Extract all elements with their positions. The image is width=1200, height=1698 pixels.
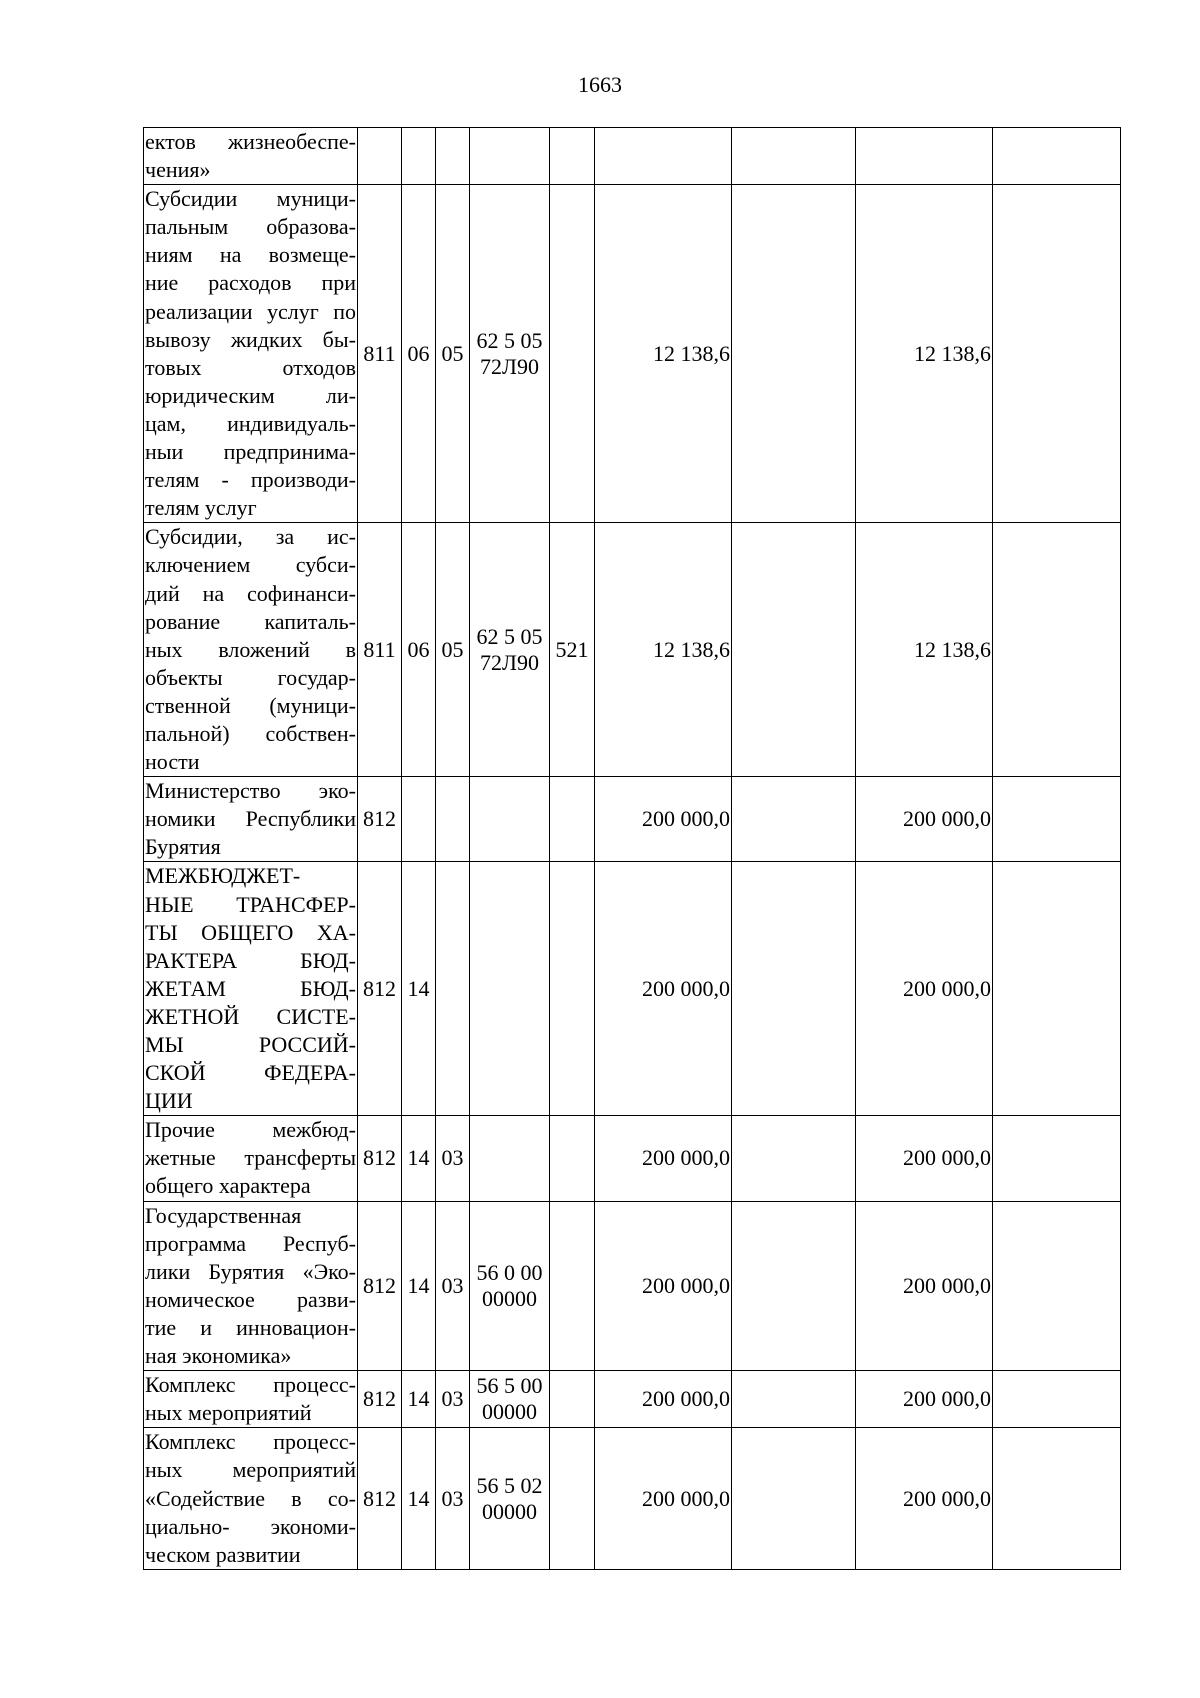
amount-2	[732, 777, 856, 862]
table-row	[144, 523, 1121, 777]
row-name	[144, 128, 358, 185]
expense-type-code	[550, 862, 595, 1116]
amount-3: 200 000,0	[856, 1116, 993, 1201]
row-name-line: Субсидии, за ис-	[145, 524, 356, 550]
target-article-code-part: 72Л90	[480, 353, 539, 379]
row-name-line: товых отходов	[145, 354, 356, 380]
target-article-code	[470, 1116, 550, 1201]
amount-2	[732, 1201, 856, 1371]
row-name-line: реализации услуг по	[145, 298, 356, 324]
target-article-code	[470, 777, 550, 862]
row-name-line: тие и инновацион-	[145, 1314, 356, 1340]
amount-3: 200 000,0	[856, 1201, 993, 1371]
row-name-line: программа Респуб-	[145, 1230, 356, 1256]
row-name-line: НЫЕ ТРАНСФЕР-	[145, 891, 356, 917]
amount-4	[993, 1201, 1121, 1371]
amount-1: 200 000,0	[595, 1201, 732, 1371]
target-article-code	[470, 185, 550, 523]
target-article-code	[470, 523, 550, 777]
section-code	[402, 128, 436, 185]
target-article-code-part: 62 5 05	[476, 623, 543, 649]
row-name-line: ных вложений в	[145, 636, 356, 662]
amount-1: 200 000,0	[595, 1428, 732, 1569]
row-name	[144, 1201, 358, 1371]
amount-1: 200 000,0	[595, 1116, 732, 1201]
row-name-line: ЖЕТНОЙ СИСТЕ-	[145, 1003, 356, 1029]
row-name-line: Комплекс процесс-	[145, 1429, 356, 1455]
budget-table-body	[144, 128, 1121, 1570]
row-name-line: дий на софинанси-	[145, 580, 356, 606]
target-article-code-part: 56 0 00	[476, 1259, 543, 1285]
subsection-code: 03	[436, 1371, 470, 1428]
target-article-code	[470, 1371, 550, 1428]
row-name-line: ных мероприятий	[145, 1457, 356, 1483]
row-name-line: общего характера	[145, 1173, 311, 1199]
expense-type-code: 521	[550, 523, 595, 777]
expense-type-code	[550, 128, 595, 185]
row-name	[144, 523, 358, 777]
row-name-line: ЖЕТАМ БЮД-	[145, 975, 356, 1001]
expense-type-code	[550, 1428, 595, 1569]
expense-type-code	[550, 1371, 595, 1428]
amount-3: 12 138,6	[856, 523, 993, 777]
row-name-line: Комплекс процесс-	[145, 1372, 356, 1398]
subsection-code	[436, 862, 470, 1116]
amount-4	[993, 128, 1121, 185]
target-article-code	[470, 128, 550, 185]
ved-code: 812	[358, 862, 402, 1116]
ved-code	[358, 128, 402, 185]
row-name-line: телям услуг	[145, 495, 257, 521]
expense-type-code	[550, 1201, 595, 1371]
section-code: 14	[402, 862, 436, 1116]
row-name-line: МЕЖБЮДЖЕТ-	[145, 863, 301, 889]
amount-1: 12 138,6	[595, 185, 732, 523]
amount-3	[856, 128, 993, 185]
subsection-code: 03	[436, 1116, 470, 1201]
row-name	[144, 1116, 358, 1201]
table-row	[144, 1116, 1121, 1201]
subsection-code: 03	[436, 1428, 470, 1569]
row-name-line: «Содействие в со-	[145, 1485, 356, 1511]
row-name-line: ная экономика»	[145, 1343, 292, 1369]
row-name-line: ключением субси-	[145, 552, 356, 578]
section-code: 14	[402, 1116, 436, 1201]
row-name-line: Государственная	[145, 1202, 302, 1228]
section-code: 14	[402, 1371, 436, 1428]
amount-2	[732, 862, 856, 1116]
row-name-line: ЦИИ	[145, 1088, 193, 1114]
row-name-line: пальной) собствен-	[145, 720, 356, 746]
expense-type-code	[550, 777, 595, 862]
amount-1: 200 000,0	[595, 777, 732, 862]
target-article-code-part: 00000	[482, 1399, 537, 1425]
target-article-code	[470, 1428, 550, 1569]
table-row	[144, 1371, 1121, 1428]
section-code: 06	[402, 185, 436, 523]
amount-4	[993, 862, 1121, 1116]
amount-2	[732, 1428, 856, 1569]
amount-1: 200 000,0	[595, 862, 732, 1116]
section-code: 06	[402, 523, 436, 777]
row-name-line: Субсидии муници-	[145, 186, 356, 212]
row-name-line: ТЫ ОБЩЕГО ХА-	[145, 919, 356, 945]
subsection-code: 03	[436, 1201, 470, 1371]
ved-code: 812	[358, 1201, 402, 1371]
amount-3: 200 000,0	[856, 862, 993, 1116]
target-article-code-part: 00000	[482, 1498, 537, 1524]
row-name-line: вывозу жидких бы-	[145, 326, 356, 352]
table-row	[144, 777, 1121, 862]
subsection-code: 05	[436, 523, 470, 777]
target-article-code-part: 56 5 00	[476, 1373, 543, 1399]
budget-table	[143, 127, 1121, 1570]
expense-type-code	[550, 185, 595, 523]
table-row	[144, 185, 1121, 523]
expense-type-code	[550, 1116, 595, 1201]
amount-3: 200 000,0	[856, 1428, 993, 1569]
row-name-line: ектов жизнеобеспе-	[145, 129, 356, 154]
target-article-code	[470, 1201, 550, 1371]
row-name-line: цам, индивидуаль-	[145, 410, 356, 436]
row-name-line: МЫ РОССИЙ-	[145, 1032, 356, 1057]
row-name-line: Прочие межбюд-	[145, 1117, 356, 1143]
row-name-line: юридическим ли-	[145, 382, 356, 408]
row-name-line: ниям на возмеще-	[145, 242, 356, 268]
row-name-line: телям - производи-	[145, 467, 356, 493]
row-name-line: лики Бурятия «Эко-	[145, 1258, 356, 1284]
row-name-line: ние расходов при	[145, 270, 356, 296]
amount-4	[993, 185, 1121, 523]
amount-3: 200 000,0	[856, 1371, 993, 1428]
amount-2	[732, 128, 856, 185]
section-code	[402, 777, 436, 862]
table-row	[144, 1201, 1121, 1371]
table-row	[144, 1428, 1121, 1569]
row-name	[144, 1371, 358, 1428]
ved-code: 812	[358, 1116, 402, 1201]
amount-4	[993, 1428, 1121, 1569]
ved-code: 812	[358, 1428, 402, 1569]
row-name-line: ческом развитии	[145, 1541, 301, 1567]
amount-1	[595, 128, 732, 185]
row-name-line: пальным образова-	[145, 214, 356, 240]
target-article-code	[470, 862, 550, 1116]
amount-4	[993, 523, 1121, 777]
amount-4	[993, 1116, 1121, 1201]
amount-3: 12 138,6	[856, 185, 993, 523]
row-name	[144, 185, 358, 523]
target-article-code-part: 56 5 02	[476, 1472, 543, 1498]
table-row	[144, 862, 1121, 1116]
ved-code: 811	[358, 185, 402, 523]
amount-4	[993, 1371, 1121, 1428]
section-code: 14	[402, 1428, 436, 1569]
row-name-line: номическое разви-	[145, 1286, 356, 1312]
ved-code: 811	[358, 523, 402, 777]
subsection-code	[436, 128, 470, 185]
row-name-line: жетные трансферты	[145, 1145, 356, 1171]
row-name-line: ныи предпринима-	[145, 439, 356, 465]
amount-1: 200 000,0	[595, 1371, 732, 1428]
row-name-line: СКОЙ ФЕДЕРА-	[145, 1060, 356, 1086]
amount-1: 12 138,6	[595, 523, 732, 777]
target-article-code-part: 72Л90	[480, 649, 539, 675]
row-name-line: чения»	[145, 157, 211, 183]
row-name-line: ных мероприятий	[145, 1400, 312, 1426]
target-article-code-part: 62 5 05	[476, 327, 543, 353]
row-name-line: рование капиталь-	[145, 608, 356, 634]
page-number: 1663	[578, 72, 622, 97]
row-name	[144, 777, 358, 862]
amount-4	[993, 777, 1121, 862]
row-name-line: ственной (муници-	[145, 692, 356, 718]
subsection-code: 05	[436, 185, 470, 523]
row-name-line: циально- экономи-	[145, 1513, 356, 1539]
section-code: 14	[402, 1201, 436, 1371]
row-name	[144, 862, 358, 1116]
row-name-line: номики Республики	[145, 806, 356, 832]
row-name-line: ности	[145, 749, 200, 775]
amount-2	[732, 523, 856, 777]
ved-code: 812	[358, 1371, 402, 1428]
amount-2	[732, 1371, 856, 1428]
row-name-line: Бурятия	[145, 834, 221, 860]
ved-code: 812	[358, 777, 402, 862]
row-name-line: Министерство эко-	[145, 778, 356, 804]
target-article-code-part: 00000	[482, 1285, 537, 1311]
table-row	[144, 128, 1121, 185]
row-name-line: РАКТЕРА БЮД-	[145, 947, 356, 973]
row-name-line: объекты государ-	[145, 664, 356, 690]
amount-2	[732, 1116, 856, 1201]
subsection-code	[436, 777, 470, 862]
amount-2	[732, 185, 856, 523]
amount-3: 200 000,0	[856, 777, 993, 862]
row-name	[144, 1428, 358, 1569]
